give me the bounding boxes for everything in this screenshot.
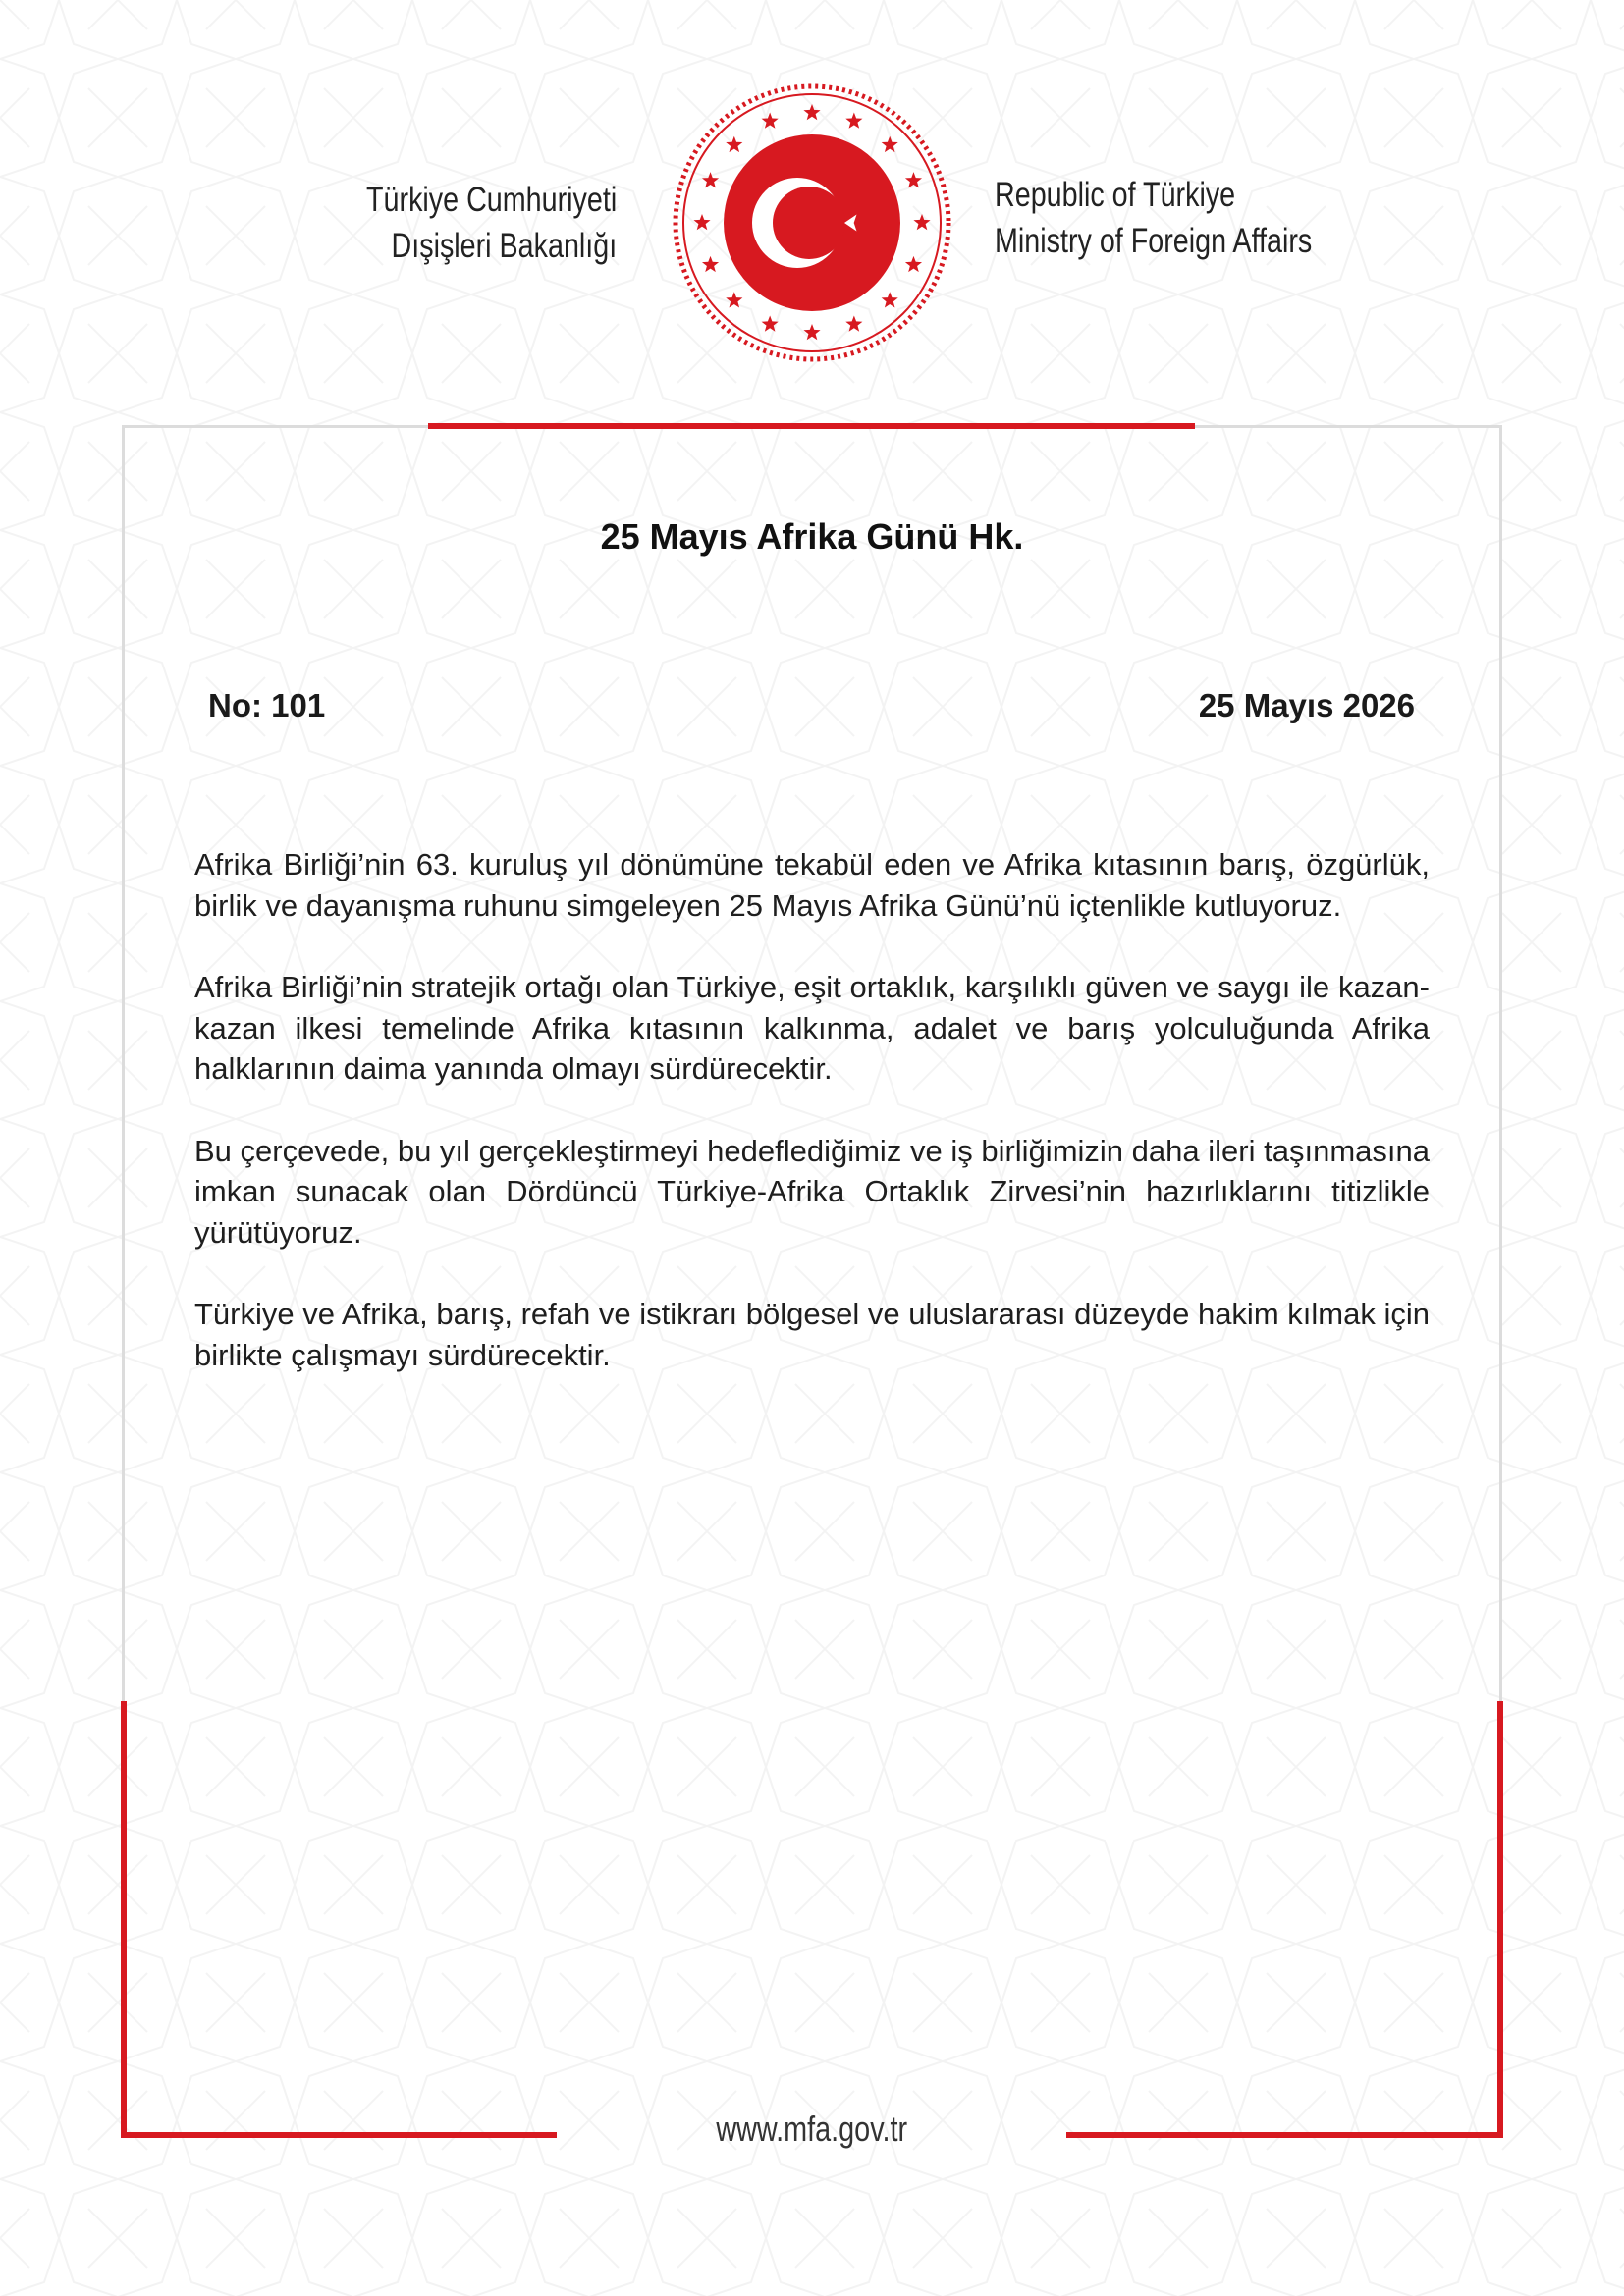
document-body (194, 844, 1430, 1416)
emblem-star-icon (702, 256, 719, 272)
header-left-line1: Türkiye Cumhuriyeti (365, 181, 617, 219)
footer-website (0, 2109, 1624, 2150)
ministry-emblem-icon (672, 82, 952, 363)
header-right-line2: Ministry of Foreign Affairs (995, 222, 1313, 260)
ministry-name-turkish (366, 177, 617, 269)
emblem-star-icon (905, 256, 922, 272)
footer-url-text: www.mfa.gov.tr (716, 2109, 908, 2149)
frame-left-accent (121, 1701, 127, 2138)
emblem-star-icon (702, 172, 719, 187)
paragraph-1: Afrika Birliği’nin 63. kuruluş yıl dönümüne tekabül eden ve Afrika kıtasının barış, özgürlük, birlik ve dayanışma ruhunu simgeleyen 25 Mayıs Afrika Günü’nü içtenlikle kutluyoruz. (194, 847, 1430, 923)
emblem-star-icon (726, 292, 742, 307)
emblem-star-icon (913, 214, 930, 230)
emblem-star-icon (693, 214, 710, 230)
emblem-star-icon (905, 172, 922, 187)
frame-right-accent (1497, 1701, 1503, 2138)
emblem-star-icon (803, 104, 820, 120)
emblem-star-icon (882, 292, 898, 307)
ministry-name-english (995, 172, 1312, 264)
frame-top-accent (428, 423, 1195, 429)
paragraph-4: Türkiye ve Afrika, barış, refah ve istikrarı bölgesel ve uluslararası düzeyde hakim kılmak için birlikte çalışmayı sürdürecektir. (194, 1297, 1430, 1372)
emblem-star-icon (845, 315, 862, 331)
emblem-star-icon (762, 315, 779, 331)
document-date: 25 Mayıs 2026 (1198, 687, 1415, 723)
frame-right-border (1499, 425, 1502, 1701)
emblem-star-icon (762, 113, 779, 129)
emblem-star-icon (845, 113, 862, 129)
header-right-line1: Republic of Türkiye (995, 176, 1236, 214)
emblem-star-icon (803, 324, 820, 340)
paragraph-2: Afrika Birliği’nin stratejik ortağı olan Türkiye, eşit ortaklık, karşılıklı güven ve saygı ile kazan-kazan ilkesi temelinde Afrika kıtasının kalkınma, adalet ve barış yolculuğunda Afrika halklarının daima yanında olmayı sürdürecektir. (194, 970, 1430, 1086)
paragraph-3: Bu çerçevede, bu yıl gerçekleştirmeyi hedeflediğimiz ve iş birliğimizin daha ileri taşınmasına imkan sunacak olan Dördüncü Türkiye-Afrika Ortaklık Zirvesi’nin hazırlıklarını titizlikle yürütüyoruz. (194, 1133, 1430, 1250)
emblem-star-icon (882, 136, 898, 152)
emblem-star-icon (726, 136, 742, 152)
document-title: 25 Mayıs Afrika Günü Hk. (600, 516, 1024, 557)
document-number: No: 101 (208, 687, 326, 723)
frame-left-border (122, 425, 125, 1701)
header-left-line2: Dışişleri Bakanlığı (391, 227, 617, 265)
